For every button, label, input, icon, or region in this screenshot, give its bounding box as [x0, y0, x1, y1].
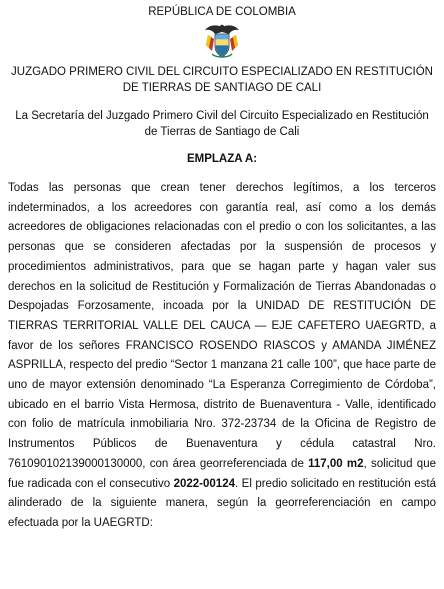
court-title-line-2: DE TIERRAS DE SANTIAGO DE CALI	[122, 82, 322, 94]
secretaria-statement	[8, 108, 436, 140]
court-title-line-1: JUZGADO PRIMERO CIVIL DEL CIRCUITO ESPECIALIZADO EN RESTITUCIÓN	[11, 66, 433, 78]
summons-body-part-3: . El predio solicitado en restitución está alinderado de la siguiente manera, según la georreferenciación en campo efectuada por la UAEGRTD:	[8, 477, 436, 529]
secretaria-line-1: La Secretaría del Juzgado Primero Civil del Circuito Especializado en Restitución	[15, 110, 429, 122]
summons-body	[8, 179, 436, 534]
country-heading: REPÚBLICA DE COLOMBIA	[148, 6, 296, 18]
summons-body-part-2: , solicitud que fue radicada con el consecutivo	[8, 457, 436, 490]
colombia-coat-of-arms-icon	[202, 21, 242, 61]
secretaria-line-2: de Tierras de Santiago de Cali	[144, 126, 300, 138]
emplaza-heading: EMPLAZA A:	[186, 153, 258, 165]
area-value: 117,00 m2	[308, 457, 364, 470]
court-title	[8, 64, 436, 96]
consecutivo-value: 2022-00124	[173, 477, 235, 490]
summons-body-part-1: Todas las personas que crean tener derechos legítimos, a los terceros indeterminados, a los acreedores con garantía real, así como a los demás acreedores de obligaciones relacionadas con el predio o con los solicitantes, a las personas que se consideren afectadas por la suspensión de procesos y procedimientos administrativos, para que se hagan parte y hagan valer sus derechos en la solicitud de Restitución y Formalización de Tierras Abandonadas o Despojadas Forzosamente, incoada por la UNIDAD DE RESTITUCIÓN DE TIERRAS TERRITORIAL VALLE DEL CAUCA — EJE CAFETERO UAEGRTD, a favor de los señores FRANCISCO ROSENDO RIASCOS y AMANDA JIMÉNEZ ASPRILLA, respecto del predio “Sector 1 manzana 21 calle 100”, que hace parte de uno de mayor extensión denominado “La Esperanza Corregimiento de Córdoba”, ubicado en el barrio Vista Hermosa, distrito de Buenaventura - Valle, identificado con folio de matrícula inmobiliaria Nro. 372-23734 de la Oficina de Registro de Instrumentos Públicos de Buenaventura y cédula catastral Nro. 761090102139000130000, con área georreferenciada de	[8, 182, 436, 470]
